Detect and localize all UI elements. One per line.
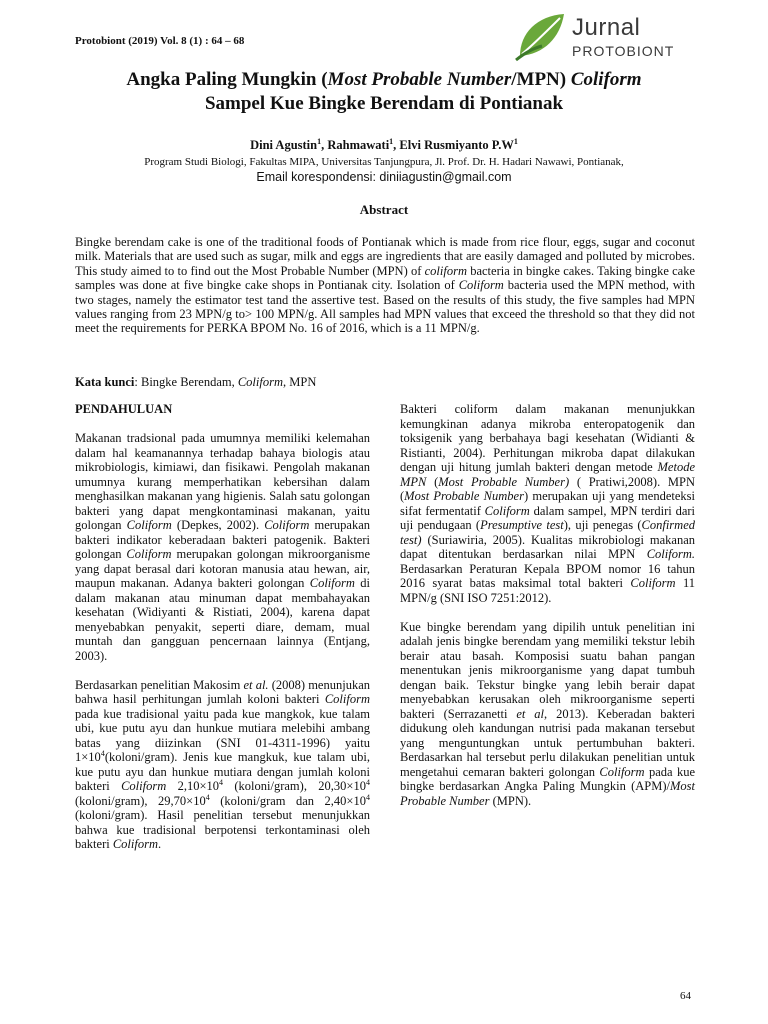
paragraph: Bakteri coliform dalam makanan menunjukkan kemungkinan adanya mikroba enteropatogenik dan toksigenik yang berbahaya bagi kesehatan (Widianti & Ristianti, 2004). Perhitungan mikroba dapat dilakukan dengan uji hitung jumlah bakteri dengan metode Metode MPN (Most Probable Number) ( Pratiwi,2008). MPN (Most Probable Number) merupakan uji yang mendeteksi sifat fermentatif Coliform dalam sampel, MPN terdiri dari uji pendugaan (Presumptive test), uji penegas (Confirmed test) (Suriawiria, 2005). Kualitas mikrobiologi makanan dapat ditentukan berdasarkan nilai MPN Coliform. Berdasarkan Peraturan Kepala BPOM nomor 16 tahun 2016 syarat batas maksimal total bakteri Coliform 11 MPN/g (SNI ISO 7251:2012).	[400, 402, 695, 605]
abstract-heading: Abstract	[359, 202, 409, 217]
section-heading: PENDAHULUAN	[75, 402, 173, 416]
affiliation: Program Studi Biologi, Fakultas MIPA, Universitas Tanjungpura, Jl. Prof. Dr. H. Hadari Nawawi, Pontianak,	[144, 156, 624, 168]
paper-title: Angka Paling Mungkin (Most Probable Number/MPN) Coliform Sampel Kue Bingke Berendam di Pontianak	[126, 69, 642, 114]
abstract-text: Bingke berendam cake is one of the traditional foods of Pontianak which is made from rice flour, eggs, sugar and coconut milk. Materials that are used such as sugar, milk and eggs are ingredients that are easily damaged and polluted by microbes. This study aimed to to find out the Most Probable Number (MPN) of coliform bacteria in bingke cakes. Taking bingke cake samples was done at five bingke cake shops in Pontianak city. Isolation of Coliform bacteria used the MPN method, with two stages, namely the estimator test tand the assertive test. Based on the results of this study, the five samples had MPN values ranging from 23 MPN/g to> 100 MPN/g. All samples had MPN values that exceed the threshold so that they did not meet the requirements for PERKA BPOM No. 16 of 2016, which is a 11 MPN/g.	[75, 235, 696, 336]
journal-reference: Protobiont (2019) Vol. 8 (1) : 64 – 68	[75, 35, 245, 47]
paragraph: Kue bingke berendam yang dipilih untuk penelitian ini adalah jenis bingke berendam yang memiliki tekstur lebih berair atau basah. Komposisi suatu bahan pangan menentukan jenis mikroorganisme yang dapat tumbuh dengan baik. Tekstur bingke yang lebih berair dapat menyebabkan kerusakan oleh mikroorganisme seperti bakteri (Serrazanetti et al, 2013). Keberadan bakteri didukung oleh kandungan nutrisi pada makanan tersebut yang menguntungkan untuk pertumbuhan bakteri. Berdasarkan hal tersebut perlu dilakukan penelitian untuk mengetahui cemaran bakteri golongan Coliform pada kue bingke berdasarkan Angka Paling Mungkin (APM)/Most Probable Number (MPN).	[400, 619, 695, 808]
paragraph: Makanan tradsional pada umumnya memiliki kelemahan dalam hal keamanannya terhadap bahaya biologis atau mikrobiologis, kimiawi, dan fisikawi. Pengolah makanan umumnya kurang memperhatikan kebersihan dalam menghasilkan makanan yang higienis. Salah satu golongan bakteri yang dapat mengkontaminasi makanan, yaitu golongan Coliform (Depkes, 2002). Coliform merupakan bakteri indikator keberadaan bakteri patogenik. Bakteri golongan Coliform merupakan golongan mikroorganisme yang dapat berasal dari kotoran manusia atau hewan, air, maupun makanan. Adanya bakteri golongan Coliform di dalam makanan atau minuman dapat membahayakan kesehatan (Widiyanti & Ristiati, 2004), karena dapat menyebabkan penyakit, seperti diare, demam, mual muntah dan gangguan pencernaan lainnya (Entjang, 2003).	[75, 431, 370, 663]
logo-word-jurnal: Jurnal	[572, 14, 641, 41]
author-list: Dini Agustin$^1$, Rahmawati$^1$, Elvi Rusmiyanto $P.W^1$	[250, 136, 518, 152]
correspondence-email: Email korespondensi: diniiagustin@gmail.com	[256, 170, 512, 184]
journal-logo	[512, 8, 697, 63]
paragraph: Berdasarkan penelitian Makosim et al. (2008) menunjukan bahwa hasil perhitungan jumlah koloni bakteri Coliform pada kue tradisional yaitu pada kue mangkok, kue talam ubi, kue putu ayu dan hunkue mutiara melebihi ambang batas yang diizinkan (SNI 01-4311-1996) yaitu $1\times 10^4(koloni/gram)$. Jenis kue mangkuk, kue talam ubi, kue putu ayu dan hunkue mutiara dengan jumlah koloni bakteri Coliform $2,10\times 10^4$ (koloni/gram), $20,30\times 10^4$ (koloni/gram), $29,70\times 10^4$ (koloni/gram dan $2,40\times 10^4$ (koloni/gram). Hasil penelitian tersebut menunjukkan bahwa kue tradisional berpotensi terkontaminasi oleh bakteri Coliform.	[75, 677, 371, 851]
keywords: Kata kunci: Bingke Berendam, Coliform, MPN	[75, 375, 317, 389]
right-column	[400, 402, 695, 823]
leaf-logo-icon	[512, 8, 572, 63]
logo-word-protobiont: PROTOBIONT	[572, 43, 675, 59]
left-column	[75, 402, 370, 866]
page-number: 64	[680, 990, 691, 1002]
